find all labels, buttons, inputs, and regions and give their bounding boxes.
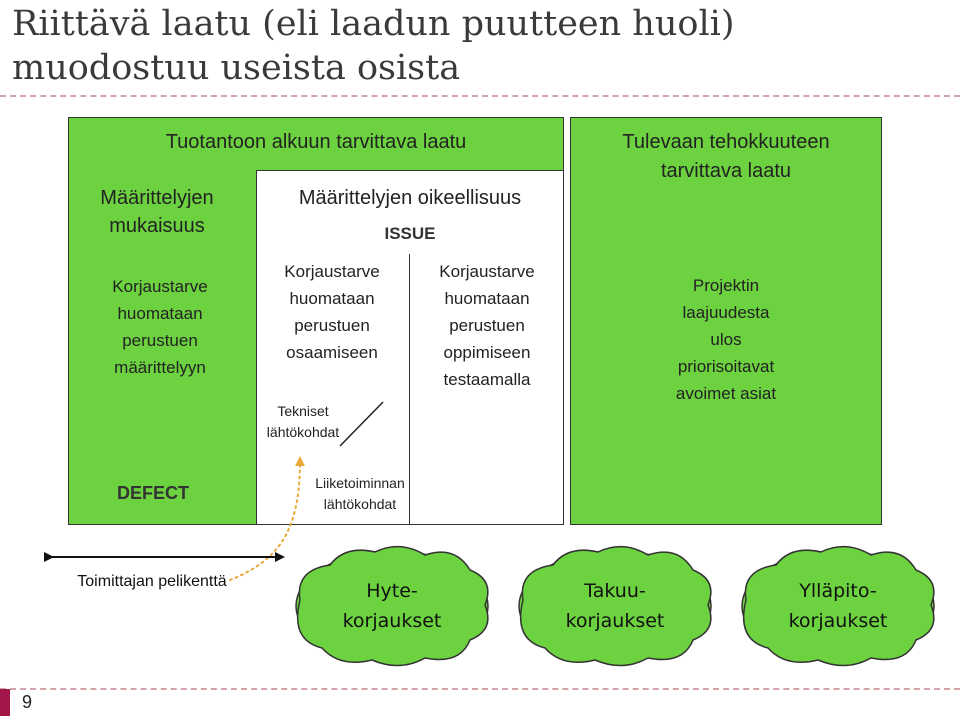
- tech-label-line-1: Tekniset: [277, 403, 329, 419]
- page-marker: [0, 689, 10, 716]
- col2a-text-line-1: Korjaustarve: [284, 262, 380, 281]
- left-panel-header: Tuotantoon alkuun tarvittava laatu: [165, 131, 467, 153]
- title-line-2: muodostuu useista osista: [12, 48, 461, 88]
- col2a-text-line-2: huomataan: [289, 289, 375, 308]
- cloud-1-text: [312, 576, 472, 636]
- right-text-line-3: ulos: [710, 330, 742, 349]
- right-text-line-1: Projektin: [692, 276, 760, 295]
- title-line-1: Riittävä laatu (eli laadun puutteen huoli): [12, 4, 735, 44]
- col1-heading-line-2: mukaisuus: [109, 215, 205, 237]
- defect-tag: DEFECT: [117, 483, 189, 503]
- col2b-text-line-5: testaamalla: [443, 370, 531, 389]
- cloud-2-text: [535, 576, 695, 636]
- right-header-line-1: Tulevaan tehokkuuteen: [622, 131, 830, 153]
- cloud-3-text: [758, 576, 918, 636]
- col1-text-line-1: Korjaustarve: [112, 277, 208, 296]
- col2b-text-line-2: huomataan: [444, 289, 530, 308]
- col1-text-line-3: perustuen: [122, 331, 198, 350]
- diagonal-line: [340, 402, 383, 446]
- footer-divider: [0, 688, 960, 690]
- cloud-2-line-1: Takuu-: [584, 580, 646, 602]
- business-label-line-2: lähtökohdat: [323, 496, 397, 512]
- cloud-1-line-2: korjaukset: [342, 610, 442, 632]
- right-text-line-5: avoimet asiat: [675, 384, 777, 403]
- cloud-1-line-1: Hyte-: [366, 580, 418, 602]
- col2-heading: Määrittelyjen oikeellisuus: [298, 187, 522, 209]
- page-number: 9: [22, 692, 33, 712]
- col2b-text-line-3: perustuen: [449, 316, 525, 335]
- cloud-3-line-1: Ylläpito-: [799, 580, 877, 602]
- col1-heading-line-1: Määrittelyjen: [100, 187, 214, 209]
- col2a-text-line-4: osaamiseen: [286, 343, 378, 362]
- col2b-text-line-1: Korjaustarve: [439, 262, 535, 281]
- right-header-line-2: tarvittava laatu: [660, 160, 792, 182]
- business-label-line-1: Liiketoiminnan: [315, 475, 405, 491]
- col1-text-line-2: huomataan: [117, 304, 203, 323]
- supplier-field-label: Toimittajan pelikenttä: [77, 573, 227, 590]
- col2a-text-line-3: perustuen: [294, 316, 370, 335]
- cloud-2-line-2: korjaukset: [565, 610, 665, 632]
- orange-dotted-arrow: [230, 460, 300, 580]
- cloud-3-line-2: korjaukset: [788, 610, 888, 632]
- issue-tag: ISSUE: [384, 224, 436, 243]
- col2b-text-line-4: oppimiseen: [443, 343, 531, 362]
- right-text-line-2: laajuudesta: [682, 303, 770, 322]
- tech-label-line-2: lähtökohdat: [266, 424, 340, 440]
- right-text-line-4: priorisoitavat: [677, 357, 775, 376]
- col1-text-line-4: määrittelyyn: [114, 358, 206, 377]
